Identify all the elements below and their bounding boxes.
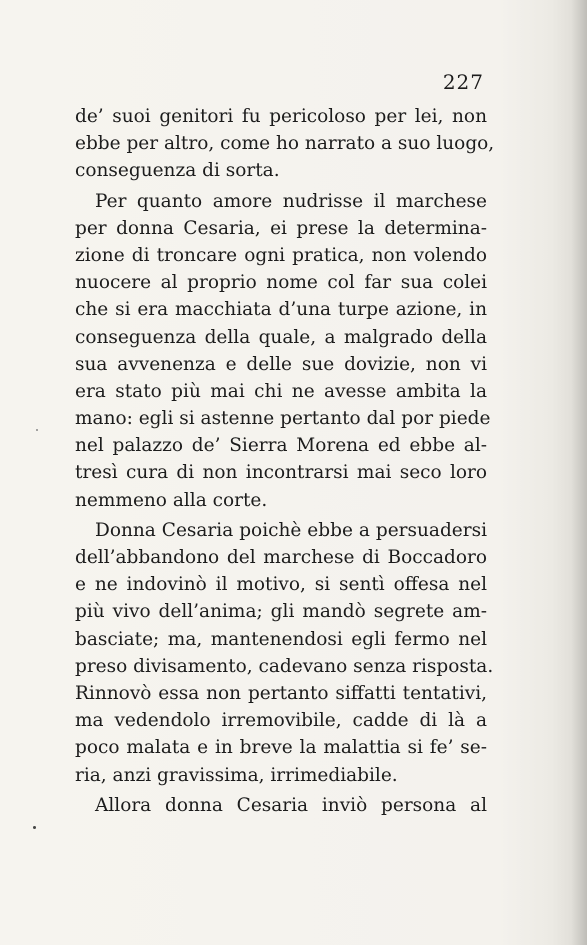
paragraph	[75, 792, 487, 819]
text-line: e ne indovinò il motivo, si sentì offesa nel	[75, 574, 487, 596]
text-line: ria, anzi gravissima, irrimediabile.	[75, 764, 398, 786]
text-line: tresì cura di non incontrarsi mai seco loro	[75, 462, 487, 484]
text-line: nel palazzo de’ Sierra Morena ed ebbe al-	[75, 435, 487, 457]
text-line: Per quanto amore nudrisse il marchese	[95, 190, 487, 212]
text-line: nuocere al proprio nome col far sua colei	[75, 272, 487, 294]
text-line: ma vedendolo irremovibile, cadde di là a	[75, 710, 487, 732]
paragraph	[75, 188, 491, 514]
text-line: era stato più mai chi ne avesse ambita la	[75, 380, 487, 402]
text-line: più vivo dell’anima; gli mandò segrete am-	[75, 601, 487, 623]
text-line: che si era macchiata d’una turpe azione, in	[75, 299, 487, 321]
body-text	[75, 103, 495, 819]
text-line: basciate; ma, mantenendosi egli fermo nel	[75, 628, 487, 650]
text-line: per donna Cesaria, ei prese la determina-	[75, 217, 487, 239]
text-line: Allora donna Cesaria inviò persona al	[95, 794, 487, 816]
text-line: mano: egli si astenne pertanto dal por piede	[75, 408, 491, 430]
text-line: conseguenza della quale, a malgrado della	[75, 326, 487, 348]
text-line: sua avvenenza e delle sue dovizie, non vi	[75, 353, 487, 375]
ink-speck	[36, 429, 38, 431]
ink-speck	[33, 826, 36, 829]
page-number: 227	[442, 70, 484, 94]
text-line: ebbe per altro, come ho narrato a suo luogo,	[75, 133, 495, 155]
paragraph	[75, 517, 494, 789]
page-edge-shadow	[571, 0, 587, 945]
text-line: conseguenza di sorta.	[75, 160, 280, 182]
text-line: nemmeno alla corte.	[75, 489, 268, 511]
text-line: preso divisamento, cadevano senza risposta.	[75, 655, 494, 677]
text-line: poco malata e in breve la malattia si fe’ se-	[75, 737, 487, 759]
text-line: dell’abbandono del marchese di Boccadoro	[75, 547, 487, 568]
paragraph	[75, 103, 495, 185]
text-line: de’ suoi genitori fu pericoloso per lei, non	[75, 106, 487, 127]
text-line: zione di troncare ogni pratica, non volendo	[75, 244, 487, 266]
text-line: Rinnovò essa non pertanto siffatti tentativi,	[75, 682, 487, 704]
text-line: Donna Cesaria poichè ebbe a persuadersi	[95, 519, 487, 541]
